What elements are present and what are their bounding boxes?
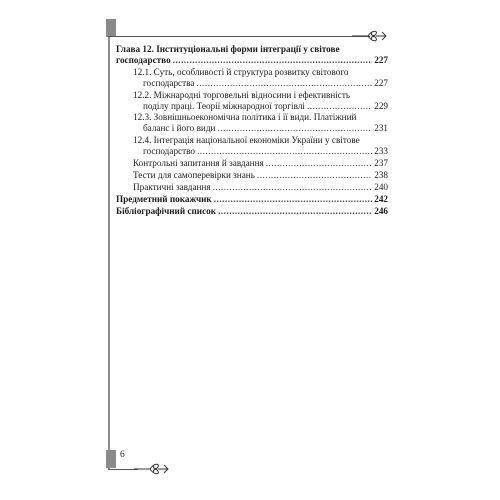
top-horizontal-rule <box>108 36 370 37</box>
toc-back-page: 242 <box>374 193 388 204</box>
dot-leader <box>214 194 372 205</box>
dot-leader <box>307 101 372 112</box>
toc-extra-label: Практичні завдання <box>133 181 211 192</box>
toc-section-title-line2: господарства <box>143 77 195 88</box>
toc-chapter-title-line2: господарство <box>116 54 171 65</box>
toc-section-page: 227 <box>374 77 388 88</box>
bottom-flourish-ornament <box>134 461 170 477</box>
toc-extra-label: Контрольні запитання й завдання <box>133 158 264 169</box>
toc-section-title-line1: 12.3. Зовнішньоекономічна політика і її види. Платіжний <box>133 112 357 123</box>
toc-chapter-title-line1: Глава 12. Інституціональні форми інтеграції у світове <box>116 44 340 54</box>
dot-leader <box>257 170 372 181</box>
toc-bibliography <box>116 206 388 217</box>
toc-extra-page: 237 <box>374 158 388 169</box>
toc-section-title-line2: баланс і його види <box>143 123 216 134</box>
toc-section-12-1 <box>116 67 388 89</box>
toc-chapter-page: 227 <box>374 54 388 65</box>
dot-leader <box>217 123 372 134</box>
page-number: 6 <box>120 450 125 460</box>
table-of-contents <box>116 44 388 217</box>
toc-extra-questions <box>116 158 388 169</box>
toc-section-title-line2: господарство <box>143 146 195 157</box>
toc-section-title-line1: 12.4. Інтеграція національної економіки України у світове <box>133 135 360 146</box>
dot-leader <box>197 146 372 157</box>
toc-section-page: 229 <box>374 100 388 111</box>
toc-back-label: Предметний покажчик <box>116 193 212 204</box>
toc-extra-page: 238 <box>374 169 388 180</box>
dot-leader <box>266 158 372 169</box>
dot-leader <box>196 78 372 89</box>
toc-back-page: 246 <box>374 205 388 216</box>
toc-subject-index <box>116 194 388 205</box>
toc-section-12-2 <box>116 90 388 112</box>
toc-section-title-line2: поділу праці. Теорії міжнародної торгівлі <box>143 100 305 111</box>
top-decor-bar <box>106 19 116 37</box>
toc-section-page: 233 <box>374 146 388 157</box>
toc-section-page: 231 <box>374 123 388 134</box>
dot-leader <box>218 206 372 217</box>
dot-leader <box>213 182 373 193</box>
toc-extra-label: Тести для самоперевірки знань <box>133 169 255 180</box>
toc-back-label: Бібліографічний список <box>116 205 217 216</box>
toc-section-12-4 <box>116 135 388 157</box>
toc-extra-tests <box>116 170 388 181</box>
left-vertical-rule <box>108 36 110 470</box>
toc-extra-practical <box>116 182 388 193</box>
toc-section-title-line1: 12.1. Суть, особливості й структура розвитку світового <box>133 66 349 77</box>
bottom-decor-bar <box>106 450 116 468</box>
toc-section-title-line1: 12.2. Міжнародні торговельні відносини і ефективність <box>133 89 351 100</box>
top-flourish-ornament <box>352 28 388 44</box>
toc-section-12-3 <box>116 112 388 134</box>
toc-chapter-12 <box>116 44 388 66</box>
dot-leader <box>173 55 373 66</box>
toc-extra-page: 240 <box>374 181 388 192</box>
